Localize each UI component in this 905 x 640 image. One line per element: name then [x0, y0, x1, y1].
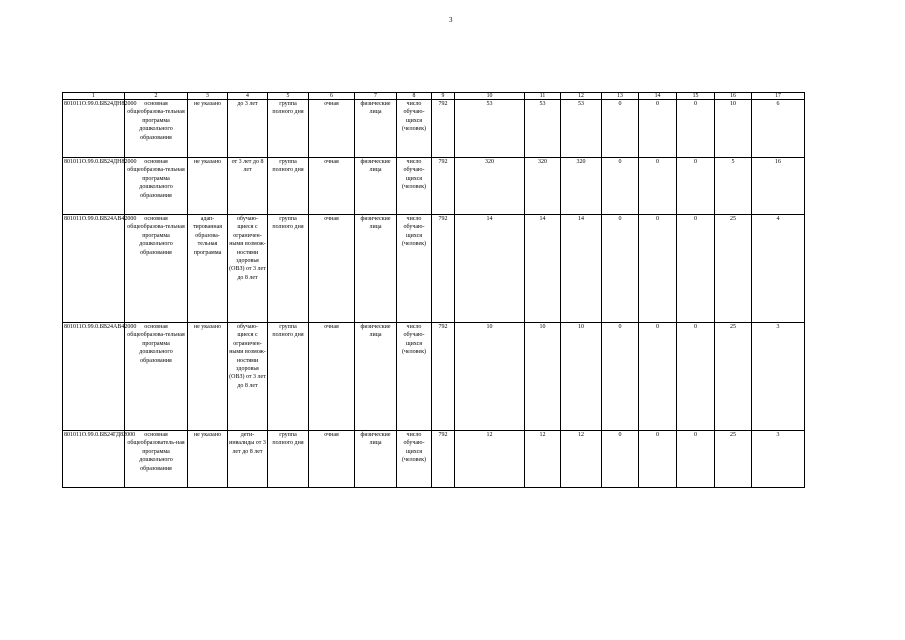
- table-cell: 320: [455, 158, 525, 215]
- table-cell: дети-инвалиды от 3 лет до 8 лет: [228, 431, 268, 488]
- table-cell: основная общеобразова-тельная программа дошкольного образования: [125, 215, 188, 323]
- table-cell: 10: [715, 100, 752, 158]
- table-cell: 0: [677, 100, 715, 158]
- header-cell: 8: [397, 93, 432, 100]
- table-cell: 0: [677, 431, 715, 488]
- table-cell: 801011О.99.0.БВ24ГД82000: [63, 431, 125, 488]
- table-cell: 0: [677, 215, 715, 323]
- table-cell: очная: [309, 431, 355, 488]
- header-cell: 1: [63, 93, 125, 100]
- table-cell: 5: [715, 158, 752, 215]
- table-cell: до 3 лет: [228, 100, 268, 158]
- table-cell: 792: [432, 215, 455, 323]
- table-cell: 14: [525, 215, 561, 323]
- table-cell: основная общеобразова-тельная программа дошкольного образования: [125, 158, 188, 215]
- table-cell: очная: [309, 100, 355, 158]
- table-cell: группа полного дня: [268, 100, 309, 158]
- header-cell: 10: [455, 93, 525, 100]
- header-cell: 4: [228, 93, 268, 100]
- table-cell: 10: [525, 323, 561, 431]
- header-cell: 12: [561, 93, 602, 100]
- table-cell: физические лица: [355, 431, 397, 488]
- table-cell: 792: [432, 323, 455, 431]
- table-cell: группа полного дня: [268, 323, 309, 431]
- table-row: [63, 431, 805, 488]
- table-cell: физические лица: [355, 158, 397, 215]
- table-cell: 25: [715, 323, 752, 431]
- table-cell: 0: [602, 215, 639, 323]
- table-row: [63, 100, 805, 158]
- table-cell: группа полного дня: [268, 215, 309, 323]
- table-cell: 792: [432, 431, 455, 488]
- table-cell: обучаю-щиеся с ограничен-ными возмож-ностями здоровья (ОВЗ) от 3 лет до 8 лет: [228, 215, 268, 323]
- table-cell: обучаю-щиеся с ограничен-ными возмож-ностями здоровья (ОВЗ) от 3 лет до 8 лет: [228, 323, 268, 431]
- header-cell: 6: [309, 93, 355, 100]
- table-cell: 801011О.99.0.БВ24АВ42000: [63, 323, 125, 431]
- table-cell: физические лица: [355, 100, 397, 158]
- header-cell: 13: [602, 93, 639, 100]
- table-cell: физические лица: [355, 323, 397, 431]
- table-cell: 3: [752, 431, 805, 488]
- table-cell: 12: [525, 431, 561, 488]
- table-cell: очная: [309, 158, 355, 215]
- table-cell: число обучаю-щихся (человек): [397, 431, 432, 488]
- table-cell: 25: [715, 431, 752, 488]
- table-cell: 801011О.99.0.БВ24ДН82000: [63, 100, 125, 158]
- table-row: [63, 158, 805, 215]
- table-cell: 0: [602, 431, 639, 488]
- table-cell: 4: [752, 215, 805, 323]
- table-cell: 53: [561, 100, 602, 158]
- table-row: [63, 323, 805, 431]
- table-cell: 801011О.99.0.БВ24ДН82000: [63, 158, 125, 215]
- table-cell: 792: [432, 100, 455, 158]
- table-cell: от 3 лет до 8 лет: [228, 158, 268, 215]
- page-number: 3: [449, 16, 453, 24]
- table-cell: 14: [561, 215, 602, 323]
- table-cell: 320: [525, 158, 561, 215]
- table-cell: 801011О.99.0.БВ24АВ42000: [63, 215, 125, 323]
- table-cell: 0: [602, 100, 639, 158]
- table-cell: физические лица: [355, 215, 397, 323]
- table-cell: основная общеобразова-тельная программа дошкольного образования: [125, 100, 188, 158]
- table-cell: 0: [639, 215, 677, 323]
- table-cell: число обучаю-щихся (человек): [397, 100, 432, 158]
- table-cell: 0: [639, 100, 677, 158]
- header-cell: 11: [525, 93, 561, 100]
- table-cell: 0: [602, 158, 639, 215]
- table-cell: 0: [677, 158, 715, 215]
- table-cell: 0: [639, 158, 677, 215]
- table-row: [63, 215, 805, 323]
- table-cell: очная: [309, 323, 355, 431]
- table-cell: основная общеобразователь-ная программа дошкольного образования: [125, 431, 188, 488]
- table-cell: 6: [752, 100, 805, 158]
- table-cell: 12: [561, 431, 602, 488]
- table-cell: число обучаю-щихся (человек): [397, 158, 432, 215]
- table-cell: адап-тированная образова-тельная программа: [188, 215, 228, 323]
- table-cell: 25: [715, 215, 752, 323]
- table-cell: 53: [455, 100, 525, 158]
- table-cell: основная общеобразова-тельная программа дошкольного образования: [125, 323, 188, 431]
- table-cell: число обучаю-щихся (человек): [397, 215, 432, 323]
- table-cell: 10: [455, 323, 525, 431]
- table-cell: 12: [455, 431, 525, 488]
- table-cell: 0: [639, 323, 677, 431]
- header-cell: 5: [268, 93, 309, 100]
- table-cell: группа полного дня: [268, 431, 309, 488]
- table-cell: 0: [639, 431, 677, 488]
- table-cell: 0: [602, 323, 639, 431]
- table-cell: 792: [432, 158, 455, 215]
- table-cell: 14: [455, 215, 525, 323]
- table-cell: не указано: [188, 323, 228, 431]
- table-cell: группа полного дня: [268, 158, 309, 215]
- table-cell: очная: [309, 215, 355, 323]
- table-cell: 53: [525, 100, 561, 158]
- services-table: [62, 92, 805, 488]
- header-cell: 15: [677, 93, 715, 100]
- table-cell: не указано: [188, 158, 228, 215]
- header-cell: 9: [432, 93, 455, 100]
- header-cell: 14: [639, 93, 677, 100]
- header-cell: 7: [355, 93, 397, 100]
- header-cell: 17: [752, 93, 805, 100]
- table-cell: не указано: [188, 100, 228, 158]
- header-cell: 3: [188, 93, 228, 100]
- header-row: [63, 93, 805, 100]
- table-cell: 3: [752, 323, 805, 431]
- table-cell: 320: [561, 158, 602, 215]
- header-cell: 16: [715, 93, 752, 100]
- table-cell: 16: [752, 158, 805, 215]
- table-cell: не указано: [188, 431, 228, 488]
- table-cell: 0: [677, 323, 715, 431]
- header-cell: 2: [125, 93, 188, 100]
- table-cell: 10: [561, 323, 602, 431]
- table-cell: число обучаю-щихся (человек): [397, 323, 432, 431]
